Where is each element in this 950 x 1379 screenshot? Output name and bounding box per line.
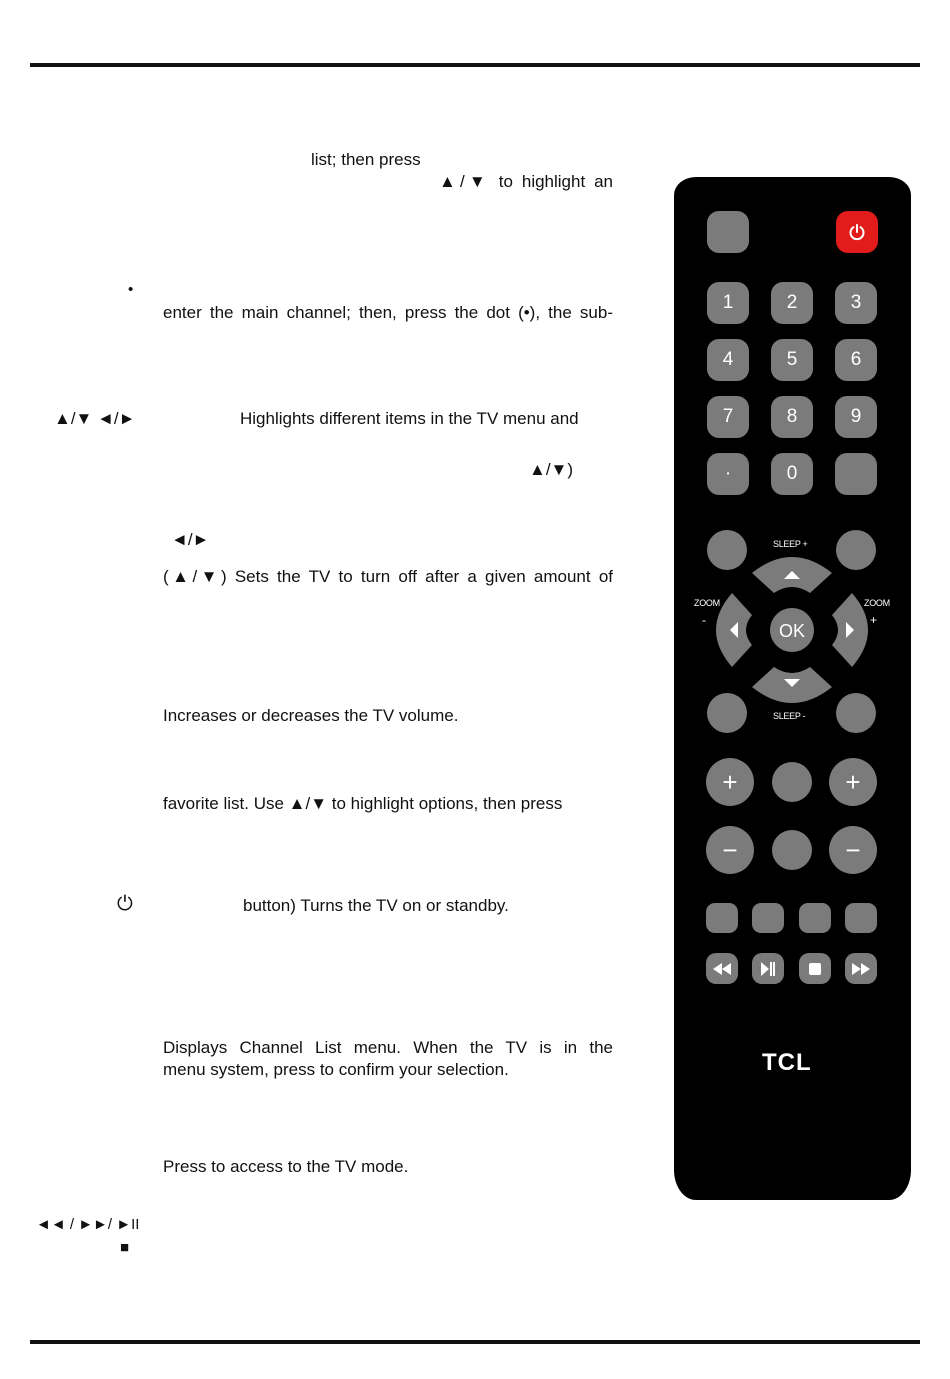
channel-down-button[interactable]: − xyxy=(829,826,877,874)
number-key-0[interactable]: 0 xyxy=(771,453,813,495)
color-key-4[interactable] xyxy=(845,903,877,933)
tcl-logo: TCL xyxy=(762,1049,812,1076)
power-icon: ⏻ xyxy=(117,893,133,915)
mute-button[interactable] xyxy=(772,762,812,802)
number-key-6[interactable]: 6 xyxy=(835,339,877,381)
zoom-minus-label: ZOOM xyxy=(694,598,720,608)
text-line-power: button) Turns the TV on or standby. xyxy=(243,896,509,915)
dot-symbol: • xyxy=(128,281,134,298)
rewind-icon xyxy=(713,963,731,975)
remote-control xyxy=(674,177,911,1200)
color-key-1[interactable] xyxy=(706,903,738,933)
back-button[interactable] xyxy=(707,693,747,733)
number-key-4[interactable]: 4 xyxy=(707,339,749,381)
power-icon xyxy=(847,222,867,242)
play-pause-button[interactable] xyxy=(752,953,784,984)
last-channel-key[interactable] xyxy=(835,453,877,495)
number-key-5[interactable]: 5 xyxy=(771,339,813,381)
text-line-confirm: menu system, press to confirm your selection. xyxy=(163,1060,509,1079)
media-keys-symbol: ◄◄ / ►►/ ►II xyxy=(36,1216,140,1233)
text-line-main-channel: enter the main channel; then, press the dot (•), the sub- xyxy=(163,303,613,322)
info-button[interactable] xyxy=(836,693,876,733)
text-line-volume: Increases or decreases the TV volume. xyxy=(163,706,459,725)
arrow-keys-symbol: ▲/▼ ◄/► xyxy=(54,409,136,428)
source-button[interactable] xyxy=(707,211,749,253)
zoom-plus-sign: + xyxy=(870,613,877,627)
color-key-3[interactable] xyxy=(799,903,831,933)
stop-icon: ■ xyxy=(120,1239,130,1256)
top-rule xyxy=(30,63,920,67)
stop-icon xyxy=(809,963,821,975)
dot-key[interactable]: · xyxy=(707,453,749,495)
sleep-minus-label: SLEEP - xyxy=(773,711,806,721)
rewind-button[interactable] xyxy=(706,953,738,984)
list-button[interactable] xyxy=(772,830,812,870)
channel-up-button[interactable]: + xyxy=(829,758,877,806)
ok-label: OK xyxy=(778,621,806,641)
text-line-list-then-press: list; then press xyxy=(311,150,421,169)
updown-symbol: ▲/▼) xyxy=(529,460,574,479)
bottom-rule xyxy=(30,1340,920,1344)
text-line-tv-mode: Press to access to the TV mode. xyxy=(163,1157,409,1176)
color-key-2[interactable] xyxy=(752,903,784,933)
number-key-9[interactable]: 9 xyxy=(835,396,877,438)
volume-down-button[interactable]: − xyxy=(706,826,754,874)
text-line-highlight: ▲/▼ to highlight an xyxy=(439,172,613,191)
sleep-plus-label: SLEEP + xyxy=(773,539,808,549)
direction-pad xyxy=(714,555,870,705)
text-line-highlights-items: Highlights different items in the TV menu and xyxy=(240,409,579,428)
zoom-plus-label: ZOOM xyxy=(864,598,890,608)
fast-forward-button[interactable] xyxy=(845,953,877,984)
number-key-1[interactable]: 1 xyxy=(707,282,749,324)
zoom-minus-sign: - xyxy=(702,613,706,627)
text-line-channel-list: Displays Channel List menu. When the TV is in the xyxy=(163,1038,613,1057)
number-key-8[interactable]: 8 xyxy=(771,396,813,438)
fast-forward-icon xyxy=(852,963,870,975)
play-pause-icon xyxy=(761,962,775,976)
text-line-favorite: favorite list. Use ▲/▼ to highlight options, then press xyxy=(163,794,563,813)
number-key-3[interactable]: 3 xyxy=(835,282,877,324)
volume-up-button[interactable]: + xyxy=(706,758,754,806)
number-key-2[interactable]: 2 xyxy=(771,282,813,324)
leftright-symbol: ◄/► xyxy=(171,530,210,549)
number-key-7[interactable]: 7 xyxy=(707,396,749,438)
text-line-sleep: (▲/▼) Sets the TV to turn off after a given amount of xyxy=(163,567,613,586)
stop-button[interactable] xyxy=(799,953,831,984)
power-button[interactable] xyxy=(836,211,878,253)
